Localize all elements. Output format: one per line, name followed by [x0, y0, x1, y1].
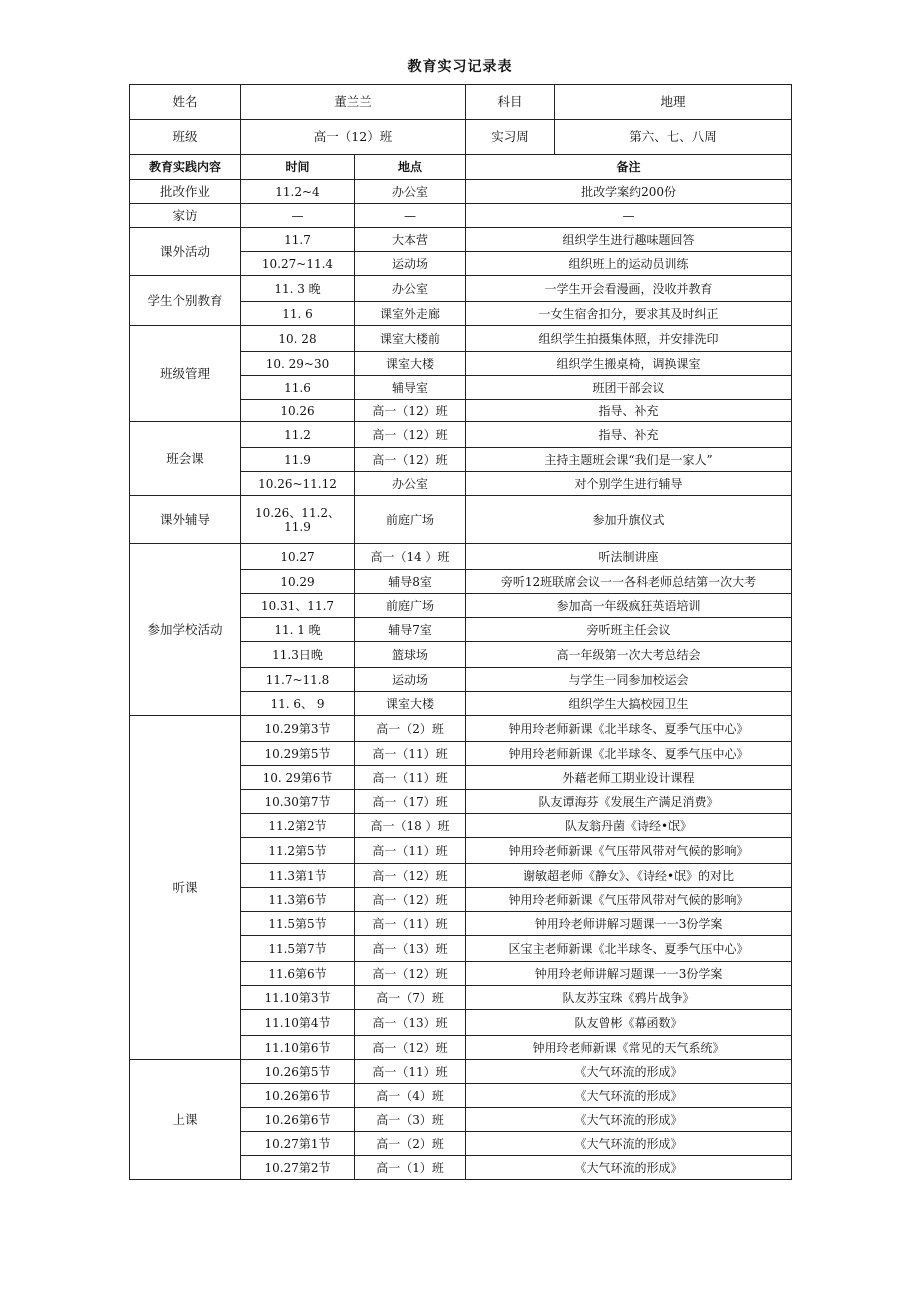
time-cell: 10. 29第6节 [241, 766, 355, 790]
time-cell: 10.26第6节 [241, 1108, 355, 1132]
place-cell: 高一（11）班 [355, 1060, 466, 1084]
place-cell: 高一（12）班 [355, 864, 466, 888]
place-cell: 高一（11）班 [355, 912, 466, 936]
place-cell: 高一（12）班 [355, 888, 466, 912]
note-cell: 《大气环流的形成》 [466, 1132, 792, 1156]
record-table-body [130, 85, 792, 1180]
name-label: 姓名 [130, 85, 241, 120]
note-cell: 一学生开会看漫画，没收并教育 [466, 276, 792, 302]
note-cell: 批改学案约200份 [466, 180, 792, 204]
place-cell: 高一（2）班 [355, 1132, 466, 1156]
category-cell: 课外活动 [130, 228, 241, 276]
time-cell: 10.26第5节 [241, 1060, 355, 1084]
place-cell: 办公室 [355, 276, 466, 302]
table-row [130, 326, 792, 352]
subject-value: 地理 [555, 85, 792, 120]
note-cell: 区宝主老师新课《北半球冬、夏季气压中心》 [466, 936, 792, 962]
place-cell: 高一（13）班 [355, 936, 466, 962]
place-cell: 高一（1）班 [355, 1156, 466, 1180]
time-cell: 11.7 [241, 228, 355, 252]
note-cell: 与学生一同参加校运会 [466, 668, 792, 692]
note-cell: 外藉老师工期业设计课程 [466, 766, 792, 790]
class-value: 高一（12）班 [241, 120, 466, 155]
time-cell: 10.29第3节 [241, 716, 355, 742]
time-cell: 10. 29~30 [241, 352, 355, 376]
time-cell: 11. 1 晚 [241, 618, 355, 642]
note-cell: 指导、补充 [466, 400, 792, 422]
category-cell: 班级管理 [130, 326, 241, 422]
time-cell: 11.3日晚 [241, 642, 355, 668]
time-cell: 11.6 [241, 376, 355, 400]
place-cell: 办公室 [355, 472, 466, 496]
place-cell: 运动场 [355, 668, 466, 692]
place-cell: 高一（13）班 [355, 1010, 466, 1036]
note-cell: 旁听12班联席会议一一各科老师总结第一次大考 [466, 570, 792, 594]
time-cell: 11.6第6节 [241, 962, 355, 986]
time-cell: 11.2第2节 [241, 814, 355, 838]
time-cell: 11.9 [241, 448, 355, 472]
column-header-note: 备注 [466, 155, 792, 180]
header-row-class [130, 120, 792, 155]
note-cell: 高一年级第一次大考总结会 [466, 642, 792, 668]
note-cell: 钟用玲老师讲解习题课一一3份学案 [466, 962, 792, 986]
table-row [130, 204, 792, 228]
time-cell: 11.10第4节 [241, 1010, 355, 1036]
time-cell: 11.2 [241, 422, 355, 448]
category-cell: 批改作业 [130, 180, 241, 204]
place-cell: 高一（12）班 [355, 1036, 466, 1060]
place-cell: 篮球场 [355, 642, 466, 668]
table-row [130, 496, 792, 544]
note-cell: 组织学生进行趣味题回答 [466, 228, 792, 252]
note-cell: 队友苏宝珠《鸦片战争》 [466, 986, 792, 1010]
note-cell: — [466, 204, 792, 228]
time-cell: 10.31、11.7 [241, 594, 355, 618]
place-cell: 前庭广场 [355, 594, 466, 618]
time-cell: 11. 6 [241, 302, 355, 326]
note-cell: 钟用玲老师新课《北半球冬、夏季气压中心》 [466, 716, 792, 742]
note-cell: 班团干部会议 [466, 376, 792, 400]
table-row [130, 228, 792, 252]
note-cell: 对个别学生进行辅导 [466, 472, 792, 496]
column-header-content: 教育实践内容 [130, 155, 241, 180]
table-row [130, 1060, 792, 1084]
place-cell: 高一（11）班 [355, 742, 466, 766]
note-cell: 一女生宿舍扣分，要求其及时纠正 [466, 302, 792, 326]
category-cell: 参加学校活动 [130, 544, 241, 716]
place-cell: 高一（11）班 [355, 838, 466, 864]
place-cell: 课室大楼 [355, 692, 466, 716]
time-cell: 10.27第2节 [241, 1156, 355, 1180]
place-cell: 高一（14 ）班 [355, 544, 466, 570]
note-cell: 谢敏超老师《静女》、《诗经•氓》的对比 [466, 864, 792, 888]
note-cell: 旁听班主任会议 [466, 618, 792, 642]
time-cell: 10.26、11.2、11.9 [241, 496, 355, 544]
place-cell: 高一（2）班 [355, 716, 466, 742]
note-cell: 队友翁丹菌《诗经•氓》 [466, 814, 792, 838]
note-cell: 指导、补充 [466, 422, 792, 448]
note-cell: 组织学生大搞校园卫生 [466, 692, 792, 716]
place-cell: 高一（12）班 [355, 448, 466, 472]
time-cell: 11.3第1节 [241, 864, 355, 888]
subject-label: 科目 [466, 85, 555, 120]
time-cell: 10.26第6节 [241, 1084, 355, 1108]
place-cell: 前庭广场 [355, 496, 466, 544]
place-cell: 课室外走廊 [355, 302, 466, 326]
note-cell: 钟用玲老师新课《气压带风带对气候的影响》 [466, 888, 792, 912]
category-cell: 听课 [130, 716, 241, 1060]
note-cell: 组织班上的运动员训练 [466, 252, 792, 276]
category-cell: 班会课 [130, 422, 241, 496]
note-cell: 《大气环流的形成》 [466, 1060, 792, 1084]
note-cell: 《大气环流的形成》 [466, 1108, 792, 1132]
time-cell: 10.29 [241, 570, 355, 594]
time-cell: 11.10第6节 [241, 1036, 355, 1060]
note-cell: 主持主题班会课“我们是一家人” [466, 448, 792, 472]
table-row [130, 276, 792, 302]
place-cell: 大本营 [355, 228, 466, 252]
place-cell: 高一（11）班 [355, 766, 466, 790]
note-cell: 参加高一年级疯狂英语培训 [466, 594, 792, 618]
document-title: 教育实习记录表 [407, 59, 513, 75]
place-cell: 辅导7室 [355, 618, 466, 642]
time-cell: 11. 3 晚 [241, 276, 355, 302]
place-cell: 高一（7）班 [355, 986, 466, 1010]
place-cell: 高一（18 ）班 [355, 814, 466, 838]
place-cell: 高一（3）班 [355, 1108, 466, 1132]
time-cell: 10.26 [241, 400, 355, 422]
time-cell: 10.30第7节 [241, 790, 355, 814]
column-header-row [130, 155, 792, 180]
place-cell: 运动场 [355, 252, 466, 276]
note-cell: 组织学生拍摄集体照，并安排洗印 [466, 326, 792, 352]
table-row [130, 716, 792, 742]
week-label: 实习周 [466, 120, 555, 155]
time-cell: 10. 28 [241, 326, 355, 352]
column-header-place: 地点 [355, 155, 466, 180]
time-cell: — [241, 204, 355, 228]
category-cell: 上课 [130, 1060, 241, 1180]
time-cell: 10.29第5节 [241, 742, 355, 766]
note-cell: 组织学生搬桌椅，调换课室 [466, 352, 792, 376]
time-cell: 11.2第5节 [241, 838, 355, 864]
time-cell: 11.10第3节 [241, 986, 355, 1010]
record-table [129, 84, 792, 1180]
place-cell: 高一（4）班 [355, 1084, 466, 1108]
place-cell: 辅导8室 [355, 570, 466, 594]
column-header-time: 时间 [241, 155, 355, 180]
place-cell: — [355, 204, 466, 228]
category-cell: 学生个别教育 [130, 276, 241, 326]
note-cell: 钟用玲老师新课《气压带风带对气候的影响》 [466, 838, 792, 864]
category-cell: 家访 [130, 204, 241, 228]
table-row [130, 544, 792, 570]
table-row [130, 422, 792, 448]
name-value: 董兰兰 [241, 85, 466, 120]
category-cell: 课外辅导 [130, 496, 241, 544]
note-cell: 队友曾彬《幕函数》 [466, 1010, 792, 1036]
place-cell: 高一（12）班 [355, 962, 466, 986]
time-cell: 11.5第5节 [241, 912, 355, 936]
note-cell: 队友谭海芬《发展生产满足消费》 [466, 790, 792, 814]
note-cell: 《大气环流的形成》 [466, 1084, 792, 1108]
place-cell: 辅导室 [355, 376, 466, 400]
note-cell: 钟用玲老师讲解习题课一一3份学案 [466, 912, 792, 936]
table-row [130, 180, 792, 204]
time-cell: 11.2~4 [241, 180, 355, 204]
time-cell: 11.7~11.8 [241, 668, 355, 692]
time-cell: 10.27第1节 [241, 1132, 355, 1156]
place-cell: 办公室 [355, 180, 466, 204]
time-cell: 10.27 [241, 544, 355, 570]
note-cell: 钟用玲老师新课《常见的天气系统》 [466, 1036, 792, 1060]
place-cell: 课室大楼前 [355, 326, 466, 352]
week-value: 第六、七、八周 [555, 120, 792, 155]
time-cell: 11. 6、 9 [241, 692, 355, 716]
place-cell: 高一（12）班 [355, 400, 466, 422]
time-cell: 10.26~11.12 [241, 472, 355, 496]
header-row-name [130, 85, 792, 120]
place-cell: 课室大楼 [355, 352, 466, 376]
place-cell: 高一（12）班 [355, 422, 466, 448]
note-cell: 钟用玲老师新课《北半球冬、夏季气压中心》 [466, 742, 792, 766]
note-cell: 听法制讲座 [466, 544, 792, 570]
note-cell: 参加升旗仪式 [466, 496, 792, 544]
time-cell: 11.3第6节 [241, 888, 355, 912]
time-cell: 11.5第7节 [241, 936, 355, 962]
class-label: 班级 [130, 120, 241, 155]
note-cell: 《大气环流的形成》 [466, 1156, 792, 1180]
place-cell: 高一（17）班 [355, 790, 466, 814]
time-cell: 10.27~11.4 [241, 252, 355, 276]
